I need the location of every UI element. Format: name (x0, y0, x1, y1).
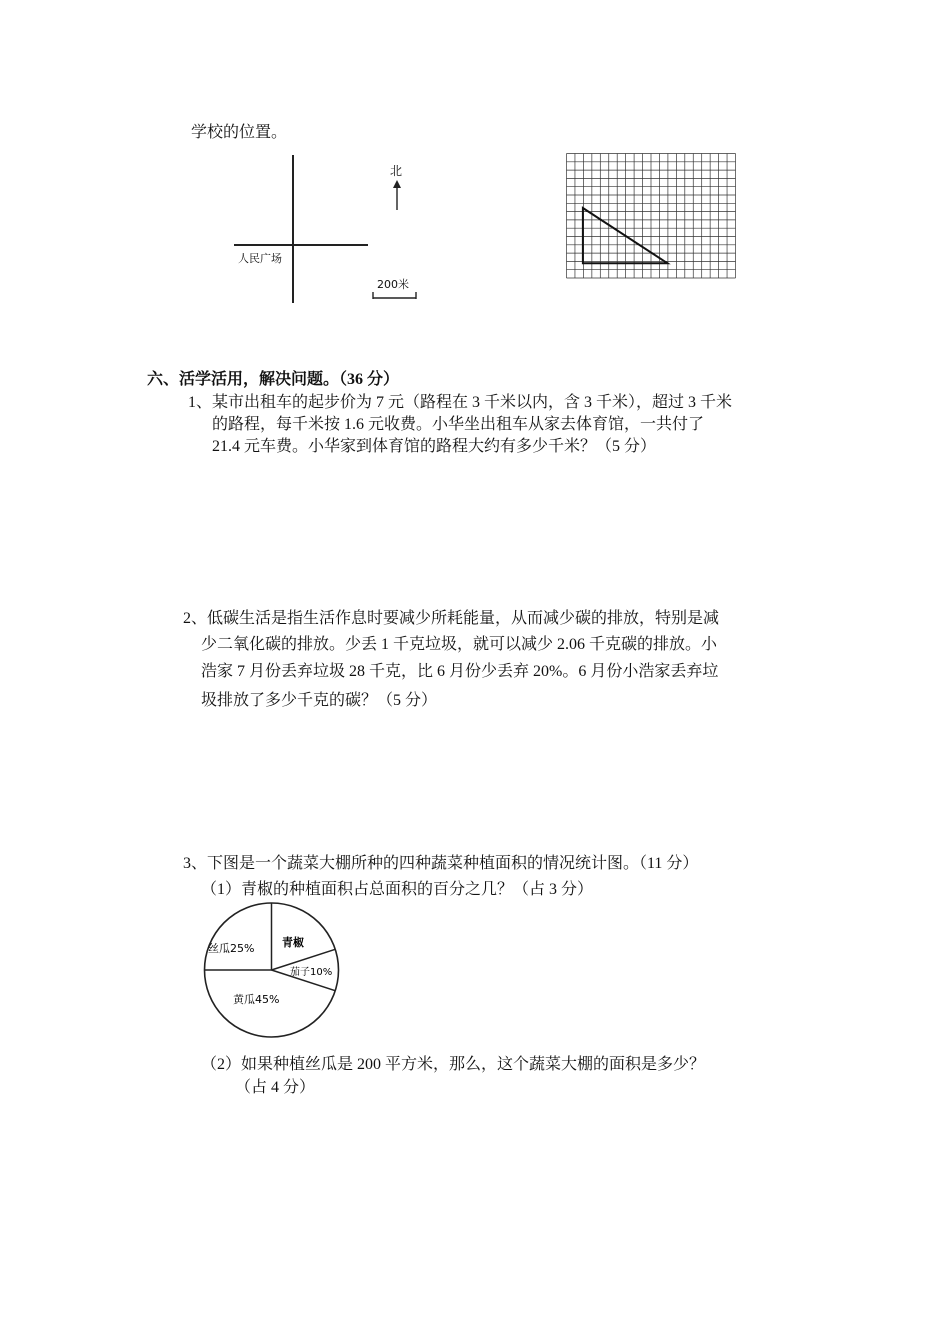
scale-bar (372, 276, 420, 302)
arrow-up-icon (391, 180, 403, 212)
pie-chart (200, 900, 350, 1040)
pie-label-huanggua: 黄瓜45% (233, 993, 280, 1006)
continuation-text: 学校的位置。 (191, 124, 288, 141)
q3-line-1: 3、下图是一个蔬菜大棚所种的四种蔬菜种植面积的情况统计图。（11 分） (183, 855, 699, 872)
grid-triangle-figure (566, 152, 742, 280)
pie-label-qingjiao: 青椒 (282, 936, 304, 949)
q1-line-2: 的路程，每千米按 1.6 元收费。小华坐出租车从家去体育馆，一共付了 (212, 416, 705, 433)
scale-label: 200米 (377, 278, 409, 291)
q2-line-3: 浩家 7 月份丢弃垃圾 28 千克，比 6 月份少丢弃 20%。6 月份小浩家丢弃垃 (201, 663, 719, 680)
map-origin-label: 人民广场 (238, 252, 282, 265)
map-vertical-axis (292, 155, 294, 303)
q2-line-2: 少二氧化碳的排放。少丢 1 千克垃圾，就可以减少 2.06 千克碳的排放。小 (201, 636, 718, 653)
north-arrow (385, 160, 409, 212)
pie-label-qiezi: 茄子10% (290, 967, 333, 978)
q1-line-1: 1、某市出租车的起步价为 7 元（路程在 3 千米以内，含 3 千米），超过 3 千米 (188, 394, 733, 411)
q2-line-4: 圾排放了多少千克的碳？（5 分） (201, 692, 438, 709)
q3-sub-1: （1）青椒的种植面积占总面积的百分之几？（占 3 分） (201, 881, 594, 898)
section-title: 六、活学活用，解决问题。（36 分） (147, 371, 400, 388)
triangle-shape (583, 208, 668, 263)
map-horizontal-axis (234, 244, 368, 246)
pie-label-sigua: 丝瓜25% (208, 942, 255, 955)
q1-line-3: 21.4 元车费。小华家到体育馆的路程大约有多少千米？（5 分） (212, 438, 657, 455)
q2-line-1: 2、低碳生活是指生活作息时要减少所耗能量，从而减少碳的排放，特别是减 (183, 610, 720, 627)
q3-sub-2-line-2: （占 4 分） (235, 1079, 316, 1096)
north-label: 北 (390, 164, 403, 178)
grid-lines (567, 154, 736, 279)
q3-sub-2-line-1: （2）如果种植丝瓜是 200 平方米，那么，这个蔬菜大棚的面积是多少？ (201, 1056, 706, 1073)
scale-line-icon (372, 290, 418, 300)
